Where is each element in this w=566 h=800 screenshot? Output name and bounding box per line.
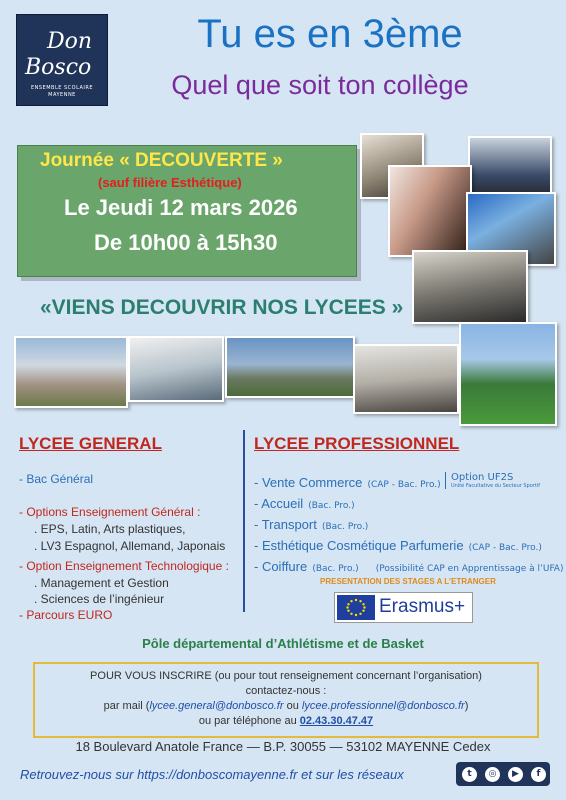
pro-item-detail: (CAP - Bac. Pro.)	[367, 480, 441, 490]
parcours-euro: - Parcours EURO	[19, 608, 113, 622]
bac-general: - Bac Général	[19, 472, 94, 486]
options-tech-2: . Sciences de l’ingénieur	[34, 592, 165, 606]
pro-item-transport	[254, 514, 368, 533]
mail-mid: ou	[283, 700, 302, 712]
instagram-icon[interactable]: ◎	[485, 767, 500, 782]
photo-campus	[225, 336, 355, 398]
event-title: Journée « DECOUVERTE »	[40, 150, 283, 171]
options-tech-1: . Management et Gestion	[34, 576, 169, 590]
logo-text-don: Don	[47, 29, 93, 54]
youtube-icon[interactable]: ▶	[508, 767, 523, 782]
phone-link[interactable]: 02.43.30.47.47	[299, 715, 374, 727]
facebook-icon[interactable]: f	[531, 767, 546, 782]
uf2s-subtitle: Unité Facultative du Secteur Sportif	[451, 483, 540, 489]
erasmus-logo	[334, 592, 473, 623]
mail-prefix: par mail (	[103, 700, 150, 712]
options-general-title: - Options Enseignement Général :	[19, 505, 201, 519]
pole-text: Pôle départemental d’Athlétisme et de Basket	[142, 636, 424, 651]
contact-line1: POUR VOUS INSCRIRE (ou pour tout renseignement concernant l’organisation)	[90, 670, 482, 682]
option-uf2s	[445, 472, 540, 489]
logo-text-bosco: Bosco	[25, 55, 92, 80]
event-time: De 10h00 à 15h30	[94, 230, 278, 255]
contact-mail-line	[35, 700, 537, 712]
pro-item-detail: (Bac. Pro.)	[321, 522, 369, 532]
logo-text-subtitle: ENSEMBLE SCOLAIRE MAYENNE	[30, 85, 94, 98]
event-note: (sauf filière Esthétique)	[98, 175, 242, 190]
social-bar	[456, 762, 550, 786]
pro-item-label: - Vente Commerce	[254, 475, 363, 490]
page-subtitle: Quel que soit ton collège	[171, 70, 469, 100]
uf2s-title: Option UF2S	[451, 472, 514, 483]
photo-computer-lab	[412, 250, 528, 324]
erasmus-text: Erasmus+	[379, 596, 466, 617]
contact-box	[33, 662, 539, 738]
contact-line2: contactez-nous :	[245, 685, 327, 697]
photo-building	[14, 336, 128, 408]
pro-item-detail: (Bac. Pro.)	[308, 501, 355, 511]
pro-item-label: - Esthétique Cosmétique Parfumerie	[254, 538, 464, 553]
options-general-1: . EPS, Latin, Arts plastiques,	[34, 522, 186, 536]
address: 18 Boulevard Anatole France — B.P. 30055 — 53102 MAYENNE Cedex	[75, 739, 491, 754]
mail-general-link[interactable]: lycee.general@donbosco.fr	[149, 700, 284, 712]
pro-item-label: - Accueil	[254, 496, 304, 511]
pro-item-label: - Coiffure	[254, 559, 308, 574]
eu-flag-icon	[337, 595, 375, 620]
footer-text	[20, 767, 404, 782]
pro-item-coiffure	[254, 556, 563, 575]
pro-item-detail: (Bac. Pro.)	[312, 564, 359, 574]
pro-item-label: - Transport	[254, 517, 317, 532]
slogan: «VIENS DECOUVRIR NOS LYCEES »	[40, 296, 404, 319]
mail-suffix: )	[464, 700, 469, 712]
footer-suffix: et sur les réseaux	[297, 767, 404, 782]
lycee-general-heading: LYCEE GENERAL	[19, 434, 162, 453]
footer-prefix: Retrouvez-nous sur	[20, 767, 138, 782]
options-tech-title: - Option Enseignement Technologique :	[19, 559, 229, 573]
photo-gym	[353, 344, 459, 414]
page-title: Tu es en 3ème	[197, 12, 463, 56]
photo-beauty	[388, 165, 472, 257]
column-divider	[243, 430, 245, 612]
lycee-pro-heading: LYCEE PROFESSIONNEL	[254, 434, 460, 453]
website-link[interactable]: https://donboscomayenne.fr	[137, 767, 298, 782]
stages-title: PRESENTATION DES STAGES A L’ETRANGER	[320, 577, 496, 586]
photo-athletics	[459, 322, 557, 426]
contact-phone-line	[35, 715, 537, 727]
pro-item-esthetique	[254, 535, 542, 554]
photo-workshop	[128, 336, 224, 402]
pro-item-detail: (CAP - Bac. Pro.)	[468, 543, 542, 553]
mail-pro-link[interactable]: lycee.professionnel@donbosco.fr	[301, 700, 465, 712]
phone-prefix: ou par téléphone au	[198, 715, 300, 727]
pro-item-accueil	[254, 493, 355, 512]
options-general-2: . LV3 Espagnol, Allemand, Japonais	[34, 539, 226, 553]
twitter-icon[interactable]: t	[462, 767, 477, 782]
pro-item-vente	[254, 472, 441, 491]
event-date: Le Jeudi 12 mars 2026	[64, 195, 298, 220]
coiffure-extra: (Possibilité CAP en Apprentissage à l’UFA)	[375, 564, 564, 574]
school-logo	[16, 14, 108, 106]
